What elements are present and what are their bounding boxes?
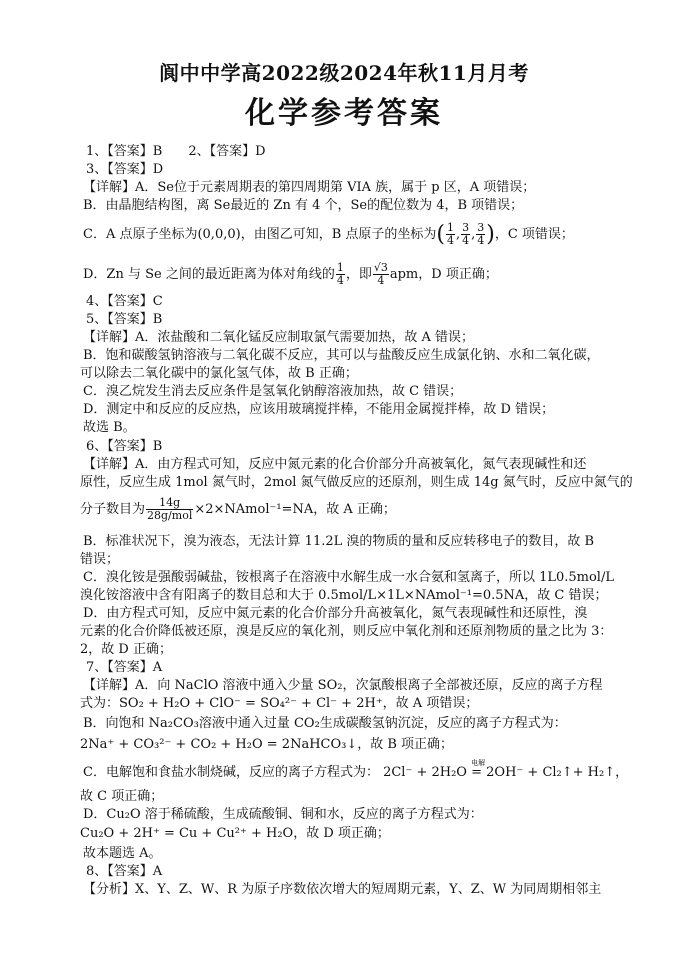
text-line: 故 C 项正确；: [80, 789, 164, 804]
text-line: 【详解】A．向 NaClO 溶液中通入少量 SO₂，次氯酸根离子全部被还原，反应的离子方程: [83, 678, 603, 693]
molecule-count-line: 分子数目为 $\frac{14g}{\text{28g/mol}}$ ×2×NAmol⁻¹=NA，故 A 正确；: [80, 496, 396, 522]
text-segment: ，C 项错误；: [494, 227, 574, 242]
fraction: $\frac{1}{4}$: [446, 221, 454, 247]
answer-line: 6、【答案】B: [86, 439, 163, 454]
text-line: C．溴化铵是强酸弱碱盐，铵根离子在溶液中水解生成一水合氨和氢离子，所以 1L0.5mol/L: [83, 570, 614, 585]
answer-line: 3、【答案】D: [86, 162, 164, 177]
fraction: $\frac{3}{4}$: [477, 221, 485, 247]
answer-heading: 化学参考答案: [245, 96, 443, 131]
text-line: D．测定中和反应的反应热，应该用玻璃搅拌棒，不能用金属搅拌棒，故 D 错误；: [83, 402, 555, 417]
equation-line: 式为：SO₂ + H₂O + ClO⁻ = SO₄²⁻ + Cl⁻ + 2H⁺，故 A 项错误；: [80, 696, 479, 711]
text-line: 2，故 D 正确；: [80, 642, 172, 657]
fraction: $\frac{1}{4}$: [336, 261, 344, 287]
left-paren: (: [436, 222, 445, 247]
text-line: 【分析】X、Y、Z、W、R 为原子序数依次增大的短周期元素，Y、Z、W 为同周期相邻主: [83, 882, 602, 897]
text-line: 【详解】A．浓盐酸和二氧化锰反应制取氯气需要加热，故 A 错误；: [83, 330, 475, 345]
fraction: $\frac{3}{4}$: [462, 221, 470, 247]
text-line: 错误；: [80, 552, 120, 567]
text-line: B．标准状况下，溴为液态，无法计算 11.2L 溴的物质的量和反应转移电子的数目，故 B: [83, 534, 595, 549]
fraction: $\frac{√3}{4}$: [373, 261, 388, 287]
text-segment: C．A 点原子坐标为(0,0,0)，由图乙可知，B 点原子的坐标为: [83, 227, 437, 242]
exam-title: 阆中中学高2022级2024年秋11月月考: [159, 61, 529, 85]
text-line: D．Cu₂O 溶于稀硫酸，生成硫酸铜、铜和水，反应的离子方程式为：: [83, 807, 483, 822]
text-line: 【详解】A．由方程式可知，反应中氮元素的化合价部分升高被氧化，氮气表现碱性和还: [83, 457, 587, 472]
text-line: B．向饱和 Na₂CO₃溶液中通入过量 CO₂生成碳酸氢钠沉淀，反应的离子方程式为：: [83, 716, 567, 731]
coordinate-line: C．A 点原子坐标为(0,0,0)，由图乙可知，B 点原子的坐标为( $\frac{1}{4}$ , $\frac{3}{4}$ , $\frac{3}{4}$ )，C 项错误；: [83, 221, 574, 247]
text-line: C．溴乙烷发生消去反应条件是氢氧化钠醇溶液加热，故 C 错误；: [83, 384, 463, 399]
text-line: 元素的化合价降低被还原，溴是反应的氧化剂，则反应中氧化剂和还原剂物质的量之比为 3：: [80, 624, 613, 639]
text-line: 可以除去二氧化碳中的氯化氢气体，故 B 正确；: [80, 366, 358, 381]
answer-line: 4、【答案】C: [86, 294, 163, 309]
electrolysis-line: C．电解饱和食盐水制烧碱，反应的离子方程式为： 2Cl⁻ + 2H₂O 电解 = 2OH⁻ + Cl₂↑+ H₂↑，: [83, 764, 638, 781]
fraction: $\frac{14g}{\text{28g/mol}}$: [147, 496, 193, 522]
text-line: 故本题选 A。: [83, 846, 162, 861]
electrolysis-label: 电解: [471, 759, 486, 767]
text-line: 原性，反应生成 1mol 氮气时，2mol 氮气做反应的还原剂，则生成 14g 氮气时，反应中氮气的: [80, 475, 633, 490]
text-line: B．由晶胞结构图，离 Se最近的 Zn 有 4 个，Se的配位数为 4，B 项错误；: [83, 198, 524, 213]
equation-line: Cu₂O + 2H⁺ = Cu + Cu²⁺ + H₂O，故 D 项正确；: [80, 826, 390, 841]
answer-line: 8、【答案】A: [86, 864, 163, 879]
text-line: 溴化铵溶液中含有阳离子的数目总和大于 0.5mol/L×1L×NAmol⁻¹=0.5NA，故 C 错误；: [80, 588, 608, 603]
text-line: 【详解】A．Se位于元素周期表的第四周期第 VIA 族，属于 p 区，A 项错误；: [83, 180, 536, 195]
text-line: 故选 B。: [83, 420, 136, 435]
distance-line: D．Zn 与 Se 之间的最近距离为体对角线的 $\frac{1}{4}$ ，即 $\frac{√3}{4}$ apm，D 项正确；: [83, 261, 498, 287]
answer-line: 5、【答案】B: [86, 312, 163, 327]
text-line: D．由方程式可知，反应中氮元素的化合价部分升高被氧化，氮气表现碱性和还原性，溴: [83, 606, 588, 621]
text-line: B．饱和碳酸氢钠溶液与二氧化碳不反应，其可以与盐酸反应生成氯化钠、水和二氧化碳，: [83, 348, 600, 363]
electrolysis-equation: 2Cl⁻ + 2H₂O 电解 = 2OH⁻ + Cl₂↑+ H₂↑，: [383, 765, 628, 780]
answer-line: 7、【答案】A: [86, 660, 163, 675]
answer-line: 1、【答案】B 2、【答案】D: [86, 144, 266, 159]
equation-line: 2Na⁺ + CO₃²⁻ + CO₂ + H₂O = 2NaHCO₃↓，故 B 项正确；: [80, 737, 454, 752]
right-paren: ): [486, 222, 495, 247]
